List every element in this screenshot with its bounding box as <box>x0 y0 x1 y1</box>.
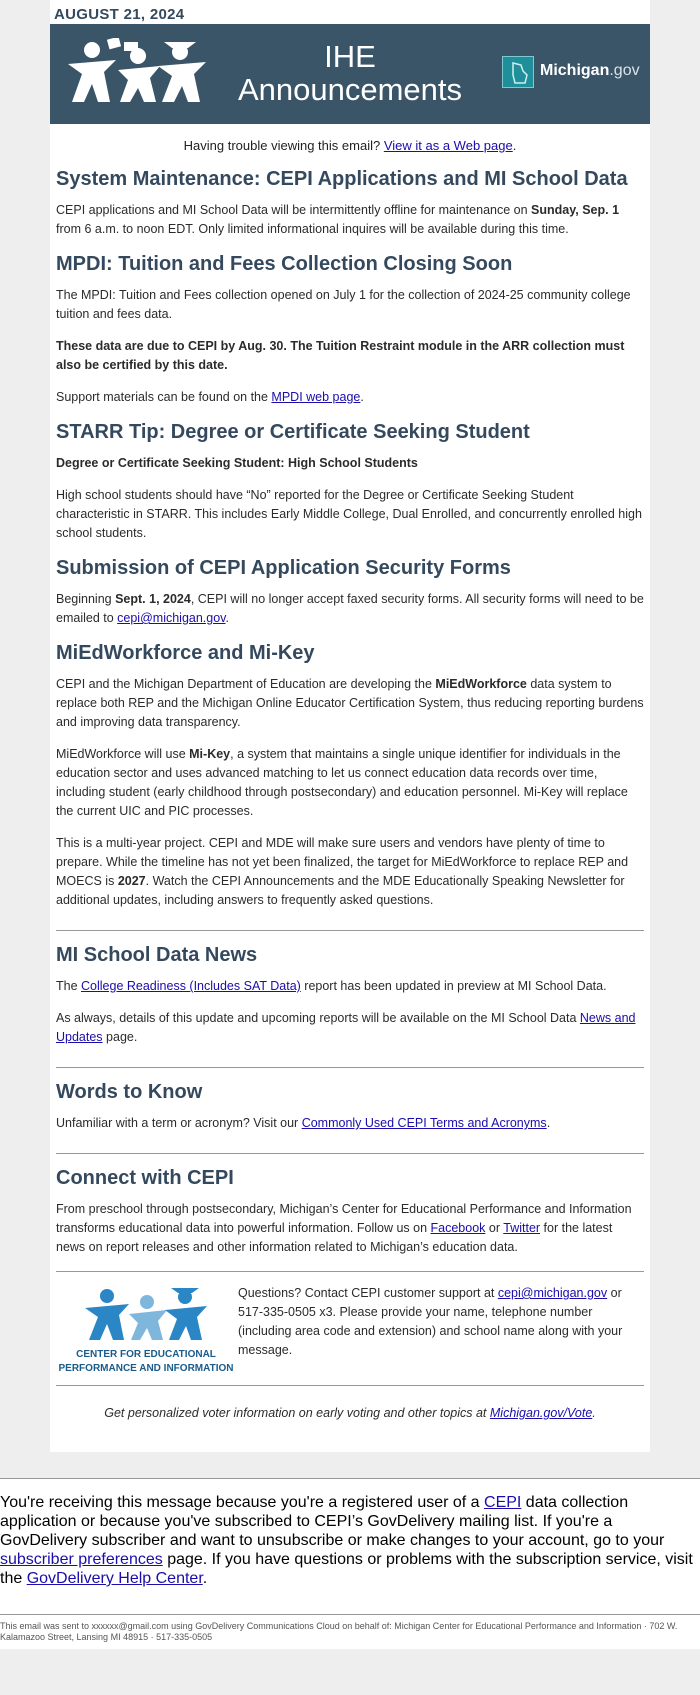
section-system-maintenance <box>56 167 644 239</box>
terms-acronyms-link[interactable]: Commonly Used CEPI Terms and Acronyms <box>301 1116 547 1130</box>
subscription-notice: You're receiving this message because you're a registered user of a CEPI data collection application or because you've subscribed to CEPI’s GovDelivery mailing list. If you're a GovDelivery subscriber and want to unsubscribe or make changes to your account, go to your subscriber preferences page. If you have questions or problems with the subscription service, visit the GovDelivery Help Center. <box>0 1494 693 1587</box>
web-version-notice: Having trouble viewing this email? View it as a Web page. <box>183 138 517 153</box>
divider <box>56 1067 644 1068</box>
divider <box>56 1153 644 1154</box>
sender-info: This email was sent to xxxxxx@gmail.com using GovDelivery Communications Cloud on behalf of: Michigan Center for Educational Performance and Information · 702 W. Kalamazoo Street, Lansing MI 48915 · 517-335-0505 <box>0 1614 700 1649</box>
paragraph: MiEdWorkforce will use Mi-Key, a system that maintains a single unique identifier for individuals in the education sector and uses advanced matching to let us connect education data records over time, including student (early childhood through postsecondary) and education personnel. Mi-Key will replace the current UIC and PIC processes. <box>56 747 628 818</box>
michigan-gov-logo: Michigan.gov <box>540 62 640 79</box>
paragraph: The MPDI: Tuition and Fees collection opened on July 1 for the collection of 2024-25 community college tuition and fees data. <box>56 288 631 321</box>
twitter-link[interactable]: Twitter <box>503 1221 541 1235</box>
paragraph: Support materials can be found on the MPDI web page. <box>56 390 364 404</box>
view-web-page-link[interactable]: View it as a Web page <box>383 138 513 153</box>
cepi-link[interactable]: CEPI <box>484 1494 522 1511</box>
paragraph: CEPI and the Michigan Department of Education are developing the MiEdWorkforce data system to replace both REP and the Michigan Online Educator Certification System, thus reducing reporting burdens and improving data transparency. <box>56 677 644 729</box>
paragraph: From preschool through postsecondary, Michigan’s Center for Educational Performance and Information transforms educational data into powerful information. Follow us on Facebook or Twitter for the latest news on report releases and other information related to Michigan’s education data. <box>56 1202 632 1254</box>
vote-link[interactable]: Michigan.gov/Vote <box>489 1406 593 1420</box>
michigan-state-icon <box>502 56 534 88</box>
subheading: Degree or Certificate Seeking Student: High School Students <box>56 456 418 470</box>
section-security-forms <box>56 556 644 628</box>
voter-info: Get personalized voter information on early voting and other topics at Michigan.gov/Vote. <box>104 1406 596 1420</box>
govdelivery-help-link[interactable]: GovDelivery Help Center <box>26 1570 203 1587</box>
paragraph: As always, details of this update and upcoming reports will be available on the MI School Data News and Updates page. <box>56 1011 636 1044</box>
section-title: MiEdWorkforce and Mi-Key <box>56 642 315 664</box>
section-title: STARR Tip: Degree or Certificate Seeking Student <box>56 421 530 443</box>
email-body <box>50 0 650 1452</box>
divider <box>56 930 644 931</box>
section-starr-tip <box>56 420 644 543</box>
news-and-updates-link[interactable]: News and Updates <box>56 1011 636 1044</box>
cepi-email-link[interactable]: cepi@michigan.gov <box>117 611 226 625</box>
section-connect <box>56 1166 644 1257</box>
issue-date: AUGUST 21, 2024 <box>54 6 185 23</box>
subscriber-preferences-link[interactable]: subscriber preferences <box>0 1551 163 1568</box>
college-readiness-link[interactable]: College Readiness (Includes SAT Data) <box>81 979 301 993</box>
contact-email-link[interactable]: cepi@michigan.gov <box>497 1286 608 1300</box>
section-miedworkforce <box>56 641 644 910</box>
paragraph-bold: These data are due to CEPI by Aug. 30. The Tuition Restraint module in the ARR collection must also be certified by this date. <box>56 339 625 372</box>
mpdi-web-page-link[interactable]: MPDI web page <box>271 390 361 404</box>
contact-block <box>56 1276 644 1383</box>
cepi-students-icon <box>81 1284 211 1342</box>
paragraph: Beginning Sept. 1, 2024, CEPI will no longer accept faxed security forms. All security forms will need to be emailed to cepi@michigan.gov. <box>56 592 644 625</box>
footer <box>0 1479 700 1649</box>
paragraph: High school students should have “No” reported for the Degree or Certificate Seeking Student characteristic in STARR. This includes Early Middle College, Dual Enrolled, and concurrently enrolled high school students. <box>56 488 642 540</box>
section-title: Words to Know <box>56 1081 203 1103</box>
cepi-logo: CENTER FOR EDUCATIONAL PERFORMANCE AND INFORMATION <box>56 1284 236 1375</box>
section-mi-school-data-news <box>56 943 644 1047</box>
students-logo-icon <box>64 38 214 106</box>
section-title: System Maintenance: CEPI Applications and MI School Data <box>56 168 628 190</box>
section-title: Submission of CEPI Application Security Forms <box>56 557 511 579</box>
paragraph: CEPI applications and MI School Data will be intermittently offline for maintenance on Sunday, Sep. 1 from 6 a.m. to noon EDT. Only limited informational inquires will be available during this time. <box>56 203 620 236</box>
paragraph: This is a multi-year project. CEPI and MDE will make sure users and vendors have plenty of time to prepare. While the timeline has not yet been finalized, the target for MiEdWorkforce to replace REP and MOECS is 2027. Watch the CEPI Announcements and the MDE Educationally Speaking Newsletter for additional updates, including answers to frequently asked questions. <box>56 836 629 907</box>
content <box>50 124 650 1452</box>
section-title: Connect with CEPI <box>56 1167 234 1189</box>
divider <box>56 1271 644 1272</box>
paragraph: Unfamiliar with a term or acronym? Visit our Commonly Used CEPI Terms and Acronyms. <box>56 1116 551 1130</box>
section-title: MPDI: Tuition and Fees Collection Closing Soon <box>56 253 513 275</box>
facebook-link[interactable]: Facebook <box>430 1221 486 1235</box>
section-words-to-know <box>56 1080 644 1133</box>
section-title: MI School Data News <box>56 944 258 966</box>
banner-title: IHE Announcements <box>237 39 463 107</box>
section-mpdi-tuition <box>56 252 644 407</box>
contact-text: Questions? Contact CEPI customer support at cepi@michigan.gov or 517-335-0505 x3. Please provide your name, telephone number (including area code and extension) and school name along with your message. <box>238 1286 623 1357</box>
header-banner <box>50 24 650 124</box>
paragraph: The College Readiness (Includes SAT Data) report has been updated in preview at MI School Data. <box>56 979 607 993</box>
